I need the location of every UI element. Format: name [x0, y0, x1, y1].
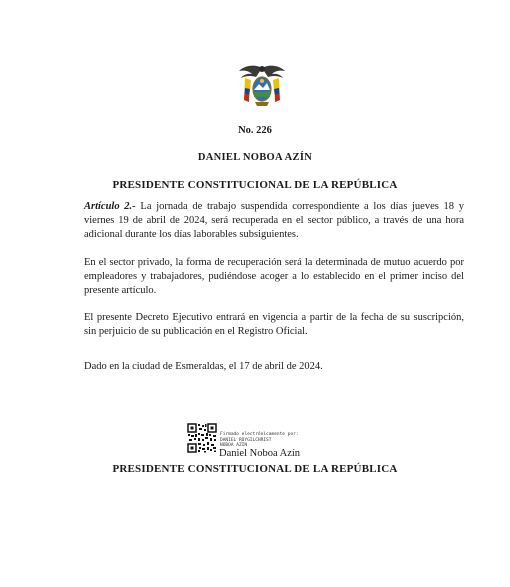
stamp-line: Firmado electrónicamente por:	[220, 432, 299, 437]
article-label: Artículo 2.-	[84, 201, 136, 212]
article-2-paragraph	[84, 200, 464, 242]
stamp-line: NOBOA AZIN	[220, 443, 248, 448]
article-text: La jornada de trabajo suspendida correspondiente a los días jueves 18 y viernes 19 de abril de 2024, será recuperada en el sector público, a través de una hora adicional durante los días laborables subsiguientes.	[84, 201, 464, 240]
signer-title: PRESIDENTE CONSTITUCIONAL DE LA REPÚBLICA	[112, 463, 398, 475]
stamp-line: DANIEL ROYGILCHRIST	[220, 437, 272, 443]
qr-code-icon	[187, 423, 217, 453]
president-title: PRESIDENTE CONSTITUCIONAL DE LA REPÚBLICA	[112, 179, 398, 191]
president-name: DANIEL NOBOA AZÍN	[197, 152, 313, 163]
electronic-signature-stamp	[220, 432, 299, 449]
decree-number: No. 226	[238, 125, 272, 136]
coat-of-arms-icon	[237, 62, 287, 110]
signer-name: Daniel Noboa Azín	[219, 448, 301, 459]
private-sector-paragraph: En el sector privado, la forma de recuperación será la determinada de mutuo acuerdo por empleadores y trabajadores, pudiéndose acoger a lo establecido en el primer inciso del presente artículo.	[84, 257, 464, 296]
validity-paragraph: El presente Decreto Ejecutivo entrará en vigencia a partir de la fecha de su suscripción, sin perjuicio de su publicación en el Registro Oficial.	[84, 312, 464, 337]
given-at-paragraph: Dado en la ciudad de Esmeraldas, el 17 de abril de 2024.	[84, 361, 323, 372]
